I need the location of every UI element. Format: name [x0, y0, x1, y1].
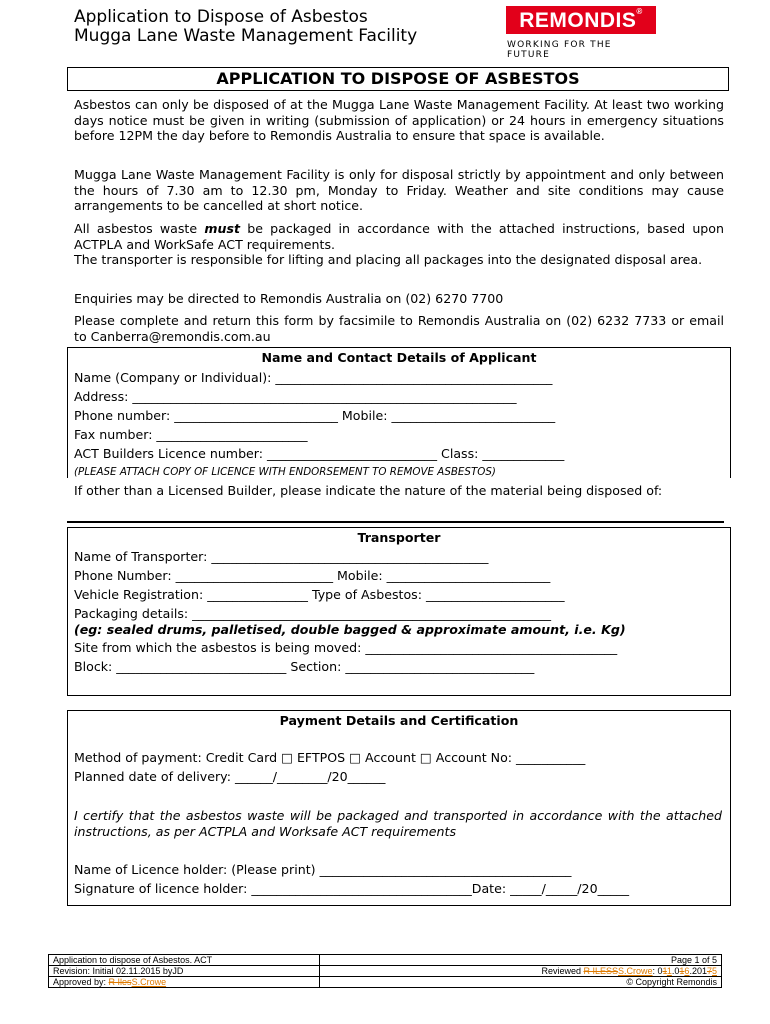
material-nature-prompt: If other than a Licensed Builder, please indicate the nature of the material being disposed of: [74, 483, 663, 498]
reviewed-old-name: R ILESS [583, 966, 618, 976]
remondis-logo [506, 6, 656, 60]
payment-method-field[interactable]: Method of payment: Credit Card □ EFTPOS □ Account □ Account No: ___________ [74, 750, 586, 765]
site-moved-from-field[interactable]: Site from which the asbestos is being moved: ________________________________________ [74, 640, 618, 655]
approved-new-name: S.Crowe [131, 977, 167, 987]
applicant-section [67, 347, 731, 478]
logo-name: REMONDIS [519, 9, 637, 32]
packaging-details-field[interactable]: Packaging details: _________________________________________________________ [74, 606, 552, 621]
reviewed-year: .201 [689, 966, 707, 976]
transporter-section [67, 527, 731, 696]
header-title-line2: Mugga Lane Waste Management Facility [74, 26, 418, 46]
logo-tagline: WORKING FOR THE FUTURE [507, 40, 612, 60]
logo-wordmark [506, 6, 656, 34]
intro-paragraph-5: Enquiries may be directed to Remondis Australia on (02) 6270 7700 [74, 291, 504, 306]
applicant-address-field[interactable]: Address: _____________________________________________________________ [74, 389, 517, 404]
reviewed-mid: : 0 [652, 966, 663, 976]
header-title-line1: Application to Dispose of Asbestos [74, 7, 368, 27]
applicant-name-field[interactable]: Name (Company or Individual): ____________________________________________ [74, 370, 553, 385]
licence-copy-note: (PLEASE ATTACH COPY OF LICENCE WITH ENDORSEMENT TO REMOVE ASBESTOS) [74, 466, 496, 478]
vehicle-registration-field[interactable]: Vehicle Registration: ________________ Type of Asbestos: ______________________ [74, 587, 565, 602]
footer-approved [49, 977, 320, 988]
intro-paragraph-4: The transporter is responsible for lifting and placing all packages into the designated disposal area. [74, 252, 703, 267]
p3-before: All asbestos waste [74, 221, 205, 236]
footer-page-number: Page 1 of 5 [320, 955, 722, 966]
material-nature-rule [67, 521, 724, 523]
intro-paragraph-2: Mugga Lane Waste Management Facility is only for disposal strictly by appointment and only between the hours of 7.30 am to 12.30 pm, Monday to Friday. Weather and site conditions may cause arrangements to be cancelled at short notice. [74, 167, 724, 213]
reviewed-year-new: 5 [711, 966, 717, 976]
approved-old-name: R Iles [108, 977, 132, 987]
applicant-fax-field[interactable]: Fax number: ________________________ [74, 427, 308, 442]
intro-paragraph-1: Asbestos can only be disposed of at the Mugga Lane Waste Management Facility. At least two working days notice must be given in writing (submission of application) or 24 hours in emergency situations before 12PM the day before to Remondis Australia to ensure that space is available. [74, 97, 724, 143]
reviewed-prefix: Reviewed [541, 966, 584, 976]
document-header [74, 8, 417, 46]
reviewed-d1-new: 1 [666, 966, 672, 976]
footer-reviewed [320, 966, 722, 977]
packaging-example: (eg: sealed drums, palletised, double bagged & approximate amount, i.e. Kg) [74, 622, 626, 637]
licence-holder-signature-field[interactable]: Signature of licence holder: ___________________________________Date: _____/_____/20_____ [74, 881, 630, 896]
footer-doc-title: Application to dispose of Asbestos. ACT [49, 955, 320, 966]
applicant-heading: Name and Contact Details of Applicant [261, 350, 537, 365]
reviewed-d2-new: 6 [684, 966, 690, 976]
footer-copyright: © Copyright Remondis [320, 977, 722, 988]
block-section-field[interactable]: Block: ___________________________ Section: ______________________________ [74, 659, 535, 674]
applicant-licence-field[interactable]: ACT Builders Licence number: ___________________________ Class: _____________ [74, 446, 565, 461]
reviewed-sep: .0 [671, 966, 680, 976]
intro-paragraph-3 [74, 221, 724, 252]
approved-prefix: Approved by: [53, 977, 109, 987]
certification-statement: I certify that the asbestos waste will be packaged and transported in accordance with the attached instructions, as per ACTPLA and Worksafe ACT requirements [74, 808, 722, 839]
reviewed-d2-old: 1 [679, 966, 685, 976]
intro-paragraph-6: Please complete and return this form by facsimile to Remondis Australia on (02) 6232 7733 or email to Canberra@remondis.com.au [74, 313, 724, 344]
payment-heading: Payment Details and Certification [279, 713, 519, 728]
reviewed-new-name: S.Crowe [618, 966, 653, 976]
document-footer [48, 954, 722, 988]
delivery-date-field[interactable]: Planned date of delivery: ______/________/20______ [74, 769, 386, 784]
transporter-phone-field[interactable]: Phone Number: _________________________ Mobile: __________________________ [74, 568, 551, 583]
form-title: APPLICATION TO DISPOSE OF ASBESTOS [67, 67, 729, 91]
logo-registered-mark: ® [636, 7, 643, 16]
applicant-phone-field[interactable]: Phone number: __________________________ Mobile: __________________________ [74, 408, 556, 423]
p3-emphasis: must [204, 221, 240, 236]
transporter-name-field[interactable]: Name of Transporter: ____________________________________________ [74, 549, 489, 564]
licence-holder-name-field[interactable]: Name of Licence holder: (Please print) ________________________________________ [74, 862, 572, 877]
payment-section [67, 710, 731, 906]
transporter-heading: Transporter [357, 530, 441, 545]
reviewed-d1-old: 1 [662, 966, 667, 976]
footer-revision: Revision: Initial 02.11.2015 byJD [49, 966, 320, 977]
reviewed-year-old: 7 [706, 966, 712, 976]
p3-after: be packaged in accordance with the attached instructions, based upon ACTPLA and WorkSafe ACT requirements. [74, 221, 724, 252]
